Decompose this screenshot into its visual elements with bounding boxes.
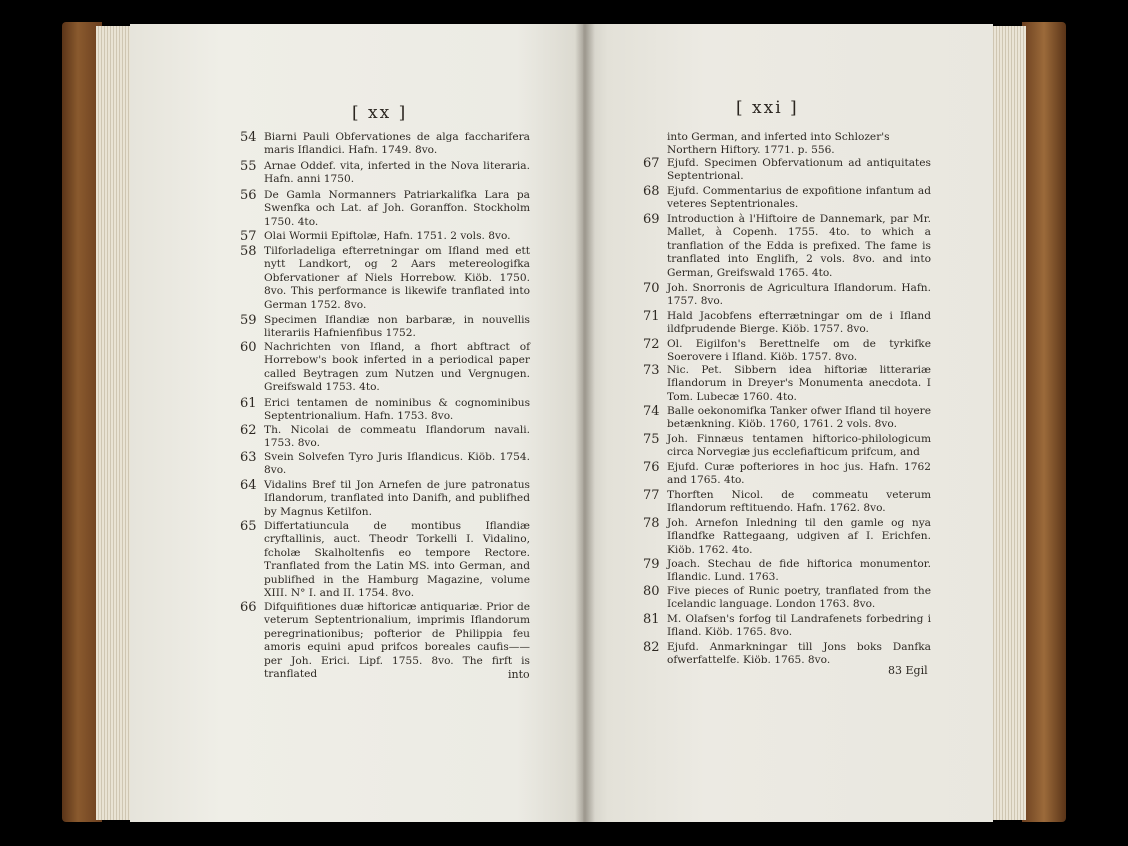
entry-text: Vidalins Bref til Jon Arnefen de jure patronatus Iflandorum, tranflated into Danifh, and publifhed by Magnus Ketilfon. (264, 479, 530, 518)
entry-number: 60 (240, 340, 257, 355)
entry-text: Nic. Pet. Sibbern idea hiftoriæ litterariæ Iflandorum in Dreyer's Monumenta anecdota. I Tom. Lubecæ 1760. 4to. (667, 364, 931, 403)
entry-text: Introduction à l'Hiftoire de Dannemark, par Mr. Mallet, à Copenh. 1755. 4to. to which a tranflation of the Edda is prefixed. The fame is tranflated into Englifh, 2 vols. 8vo. and into German, Greifswald 1765. 4to. (667, 213, 931, 279)
entry-number: 62 (240, 423, 257, 438)
entry-56 (240, 188, 530, 229)
entry-text: Biarni Pauli Obfervationes de alga faccharifera maris Iflandici. Hafn. 1749. 8vo. (264, 131, 530, 157)
entry-number: 71 (643, 309, 660, 324)
entry-text: Ejufd. Specimen Obfervationum ad antiquitates Septentrional. (667, 157, 931, 183)
entry-text: Erici tentamen de nominibus & cognominibus Septentrionalium. Hafn. 1753. 8vo. (264, 397, 530, 423)
entry-text: M. Olafsen's forfog til Landrafenets forbedring i Ifland. Kiöb. 1765. 8vo. (667, 613, 931, 639)
entry-58 (240, 244, 530, 312)
entry-number: 82 (643, 640, 660, 655)
page-edges-right (990, 26, 1026, 820)
entry-78 (643, 516, 931, 557)
entry-number: 55 (240, 159, 257, 174)
entry-text: Ol. Eigilfon's Berettnelfe om de tyrkifke Soerovere i Ifland. Kiöb. 1757. 8vo. (667, 338, 931, 364)
entry-text: Th. Nicolai de commeatu Iflandorum navali. 1753. 8vo. (264, 424, 530, 450)
entry-68 (643, 184, 931, 212)
entry-55 (240, 159, 530, 187)
entry-text: Specimen Iflandiæ non barbaræ, in nouvellis literariis Hafnienfibus 1752. (264, 314, 530, 340)
entry-number: 69 (643, 212, 660, 227)
entry-number: 67 (643, 156, 660, 171)
entry-text: Ejufd. Commentarius de expofitione infantum ad veteres Septentrionales. (667, 185, 931, 211)
entry-number: 77 (643, 488, 660, 503)
entry-number: 68 (643, 184, 660, 199)
entry-text: Joh. Finnæus tentamen hiftorico-philologicum circa Norvegiæ jus ecclefiafticum prifcum, and (667, 433, 931, 459)
continuation-text: into German, and inferted into Schlozer's Northern Hiftory. 1771. p. 556. (667, 131, 890, 157)
entry-77 (643, 488, 931, 516)
book-cover-right (1022, 22, 1066, 822)
entry-text: Joh. Snorronis de Agricultura Iflandorum. Hafn. 1757. 8vo. (667, 282, 931, 308)
entry-text: Tilforladeliga efterretningar om Ifland med ett nytt Landkort, og 2 Aars metereologifka Obfervationer af Niels Horrebow. Kiöb. 1750. 8vo. This performance is likewife tranflated into German 1752. 8vo. (264, 245, 530, 311)
entry-79 (643, 557, 931, 585)
left-catchword: into (508, 668, 530, 681)
entry-65 (240, 519, 530, 600)
entry-number: 75 (643, 432, 660, 447)
entry-61 (240, 396, 530, 424)
entry-number: 64 (240, 478, 257, 493)
entry-number: 79 (643, 557, 660, 572)
entry-text: Joach. Stechau de fide hiftorica monumentor. Iflandic. Lund. 1763. (667, 558, 931, 584)
entry-76 (643, 460, 931, 488)
entry-text: Arnae Oddef. vita, inferted in the Nova literaria. Hafn. anni 1750. (264, 160, 530, 186)
entry-text: Five pieces of Runic poetry, tranflated from the Icelandic language. London 1763. 8vo. (667, 585, 931, 611)
entry-75 (643, 432, 931, 460)
entry-67 (643, 156, 931, 184)
entry-74 (643, 404, 931, 432)
entry-number: 70 (643, 281, 660, 296)
entry-number: 66 (240, 600, 257, 615)
entry-number: 76 (643, 460, 660, 475)
right-page-number: [ xxi ] (736, 98, 799, 118)
entry-72 (643, 337, 931, 365)
entry-text: Olai Wormii Epiftolæ, Hafn. 1751. 2 vols. 8vo. (264, 230, 511, 242)
entry-number: 73 (643, 363, 660, 378)
entry-number: 78 (643, 516, 660, 531)
entry-80 (643, 584, 931, 612)
entry-60 (240, 340, 530, 395)
entry-63 (240, 450, 530, 478)
entry-text: Joh. Arnefon Inledning til den gamle og nya Iflandfke Rattegaang, udgiven af I. Erichfen. Kiöb. 1762. 4to. (667, 517, 931, 556)
entry-71 (643, 309, 931, 337)
entry-66 (240, 600, 530, 681)
entry-number: 58 (240, 244, 257, 259)
entry-number: 63 (240, 450, 257, 465)
entry-59 (240, 313, 530, 341)
entry-number: 56 (240, 188, 257, 203)
entry-text: Ejufd. Curæ pofteriores in hoc jus. Hafn. 1762 and 1765. 4to. (667, 461, 931, 487)
entry-70 (643, 281, 931, 309)
entry-text: Balle oekonomifka Tanker ofwer Ifland til hoyere betænkning. Kiöb. 1760, 1761. 2 vols. 8vo. (667, 405, 931, 431)
entry-number: 61 (240, 396, 257, 411)
right-catchword: 83 Egil (888, 664, 928, 677)
entry-number: 74 (643, 404, 660, 419)
entry-54 (240, 130, 530, 158)
book-gutter (575, 24, 595, 822)
entry-number: 72 (643, 337, 660, 352)
entry-81 (643, 612, 931, 640)
entry-69 (643, 212, 931, 280)
entry-text: De Gamla Normanners Patriarkalifka Lara pa Swenfka och Lat. af Joh. Goranffon. Stockholm 1750. 4to. (264, 189, 530, 228)
entry-text: Nachrichten von Ifland, a fhort abftract of Horrebow's book inferted in a periodical paper called Beytragen zum Nutzen und Vergnugen. Greifswald 1753. 4to. (264, 341, 530, 394)
entry-73 (643, 363, 931, 404)
left-page-number: [ xx ] (352, 103, 408, 123)
entry-62 (240, 423, 530, 451)
entry-text: Svein Solvefen Tyro Juris Iflandicus. Kiöb. 1754. 8vo. (264, 451, 530, 477)
entry-number: 81 (643, 612, 660, 627)
entry-text: Differtatiuncula de montibus Iflandiæ cryftallinis, auct. Theodr Torkelli I. Vidalino, fcholæ Skalholtenfis eo tempore Rectore. Tranflated from the Latin MS. into German, and publifhed in the Hamburg Magazine, volume XIII. N° I. and II. 1754. 8vo. (264, 520, 530, 600)
entry-number: 54 (240, 130, 257, 145)
entry-64 (240, 478, 530, 519)
entry-text: Hald Jacobfens efterrætningar om de i Ifland ildfprudende Bierge. Kiöb. 1757. 8vo. (667, 310, 931, 336)
entry-number: 80 (643, 584, 660, 599)
entry-number: 57 (240, 229, 257, 244)
entry-text: Difquifitiones duæ hiftoricæ antiquariæ. Prior de veterum Septentrionalium, imprimis Iflandorum peregrinationibus; pofterior de Philippia feu amoris equini apud prifcos boreales caufis——per Joh. Erici. Lipf. 1755. 8vo. The firft is tranflated (264, 601, 530, 681)
entry-text: Ejufd. Anmarkningar till Jons boks Danfka ofwerfattelfe. Kiöb. 1765. 8vo. (667, 641, 931, 667)
entry-number: 59 (240, 313, 257, 328)
entry-text: Thorften Nicol. de commeatu veterum Iflandorum reftituendo. Hafn. 1762. 8vo. (667, 489, 931, 515)
entry-number: 65 (240, 519, 257, 534)
entry-57 (240, 229, 530, 244)
